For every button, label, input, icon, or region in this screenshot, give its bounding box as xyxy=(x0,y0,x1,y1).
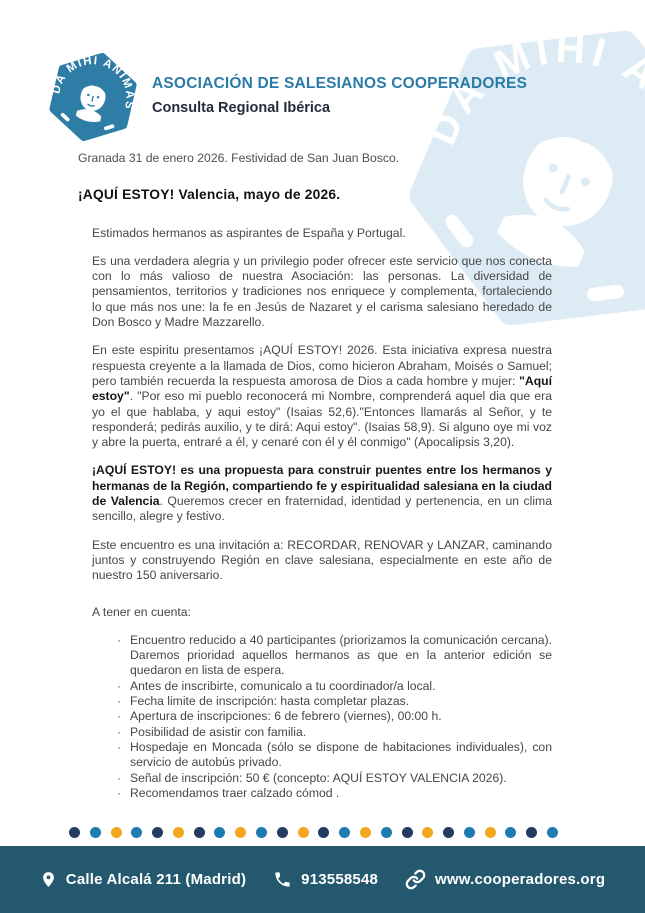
bullet-text: Fecha limite de inscripción: hasta completar plazas. xyxy=(130,694,410,709)
bullet-item xyxy=(92,694,552,709)
paragraph: Este encuentro es una invitación a: RECORDAR, RENOVAR y LANZAR, caminando juntos y construyendo Región en clave salesiana, especialmente en este año de nuestro 150 aniversario. xyxy=(92,537,552,583)
bullet-marker: · xyxy=(117,709,122,724)
bullet-marker: · xyxy=(117,724,122,739)
location-pin-icon xyxy=(40,869,57,890)
dotted-divider xyxy=(69,827,558,838)
bullet-marker: · xyxy=(117,785,122,800)
bullet-item xyxy=(92,771,552,786)
salutation: Estimados hermanos as aspirantes de España y Portugal. xyxy=(92,225,406,240)
footer-address-item xyxy=(40,869,246,890)
footer-address: Calle Alcalá 211 (Madrid) xyxy=(65,871,247,888)
divider-dot xyxy=(277,827,288,838)
divider-dot xyxy=(131,827,142,838)
divider-dot xyxy=(381,827,392,838)
paragraph: Es una verdadera alegria y un privilegio poder ofrecer este servicio que nos conecta con lo más valioso de nuestra Asociación: las personas. La diversidad de pensamientos, territorios y tradiciones nos enriquece y complementa, fortaleciendo lo que más nos une: la fe en Jesús de Nazaret y el carisma salesiano heredado de Don Bosco y Madre Mazzarello. xyxy=(92,253,552,330)
bullet-text: Antes de inscribirte, comunicalo a tu coordinador/a local. xyxy=(130,678,436,693)
bullet-marker: · xyxy=(117,694,122,709)
bullet-item xyxy=(92,786,552,801)
letter-heading: ¡AQUÍ ESTOY! Valencia, mayo de 2026. xyxy=(78,187,341,203)
bullet-marker: · xyxy=(117,770,122,785)
letterhead xyxy=(45,44,527,150)
bullet-item xyxy=(92,633,552,679)
letter-body xyxy=(78,151,552,801)
bullet-item xyxy=(92,740,552,771)
divider-dot xyxy=(360,827,371,838)
divider-dot xyxy=(152,827,163,838)
bullet-text: Señal de inscripción: 50 € (concepto: AQUÍ ESTOY VALENCIA 2026). xyxy=(130,770,507,785)
footer-phone: 913558548 xyxy=(301,871,379,888)
bullet-list xyxy=(92,633,552,801)
bullet-marker: · xyxy=(117,739,122,754)
letterhead-titles xyxy=(152,44,527,116)
divider-dot xyxy=(90,827,101,838)
footer-website: www.cooperadores.org xyxy=(435,871,606,888)
footer-phone-item xyxy=(273,870,378,889)
paragraphs xyxy=(92,254,552,584)
divider-dot xyxy=(235,827,246,838)
list-intro: A tener en cuenta: xyxy=(92,604,191,619)
divider-dot xyxy=(505,827,516,838)
divider-dot xyxy=(298,827,309,838)
divider-dot xyxy=(485,827,496,838)
association-logo-icon xyxy=(45,44,141,150)
divider-dot xyxy=(214,827,225,838)
bullet-text: Posibilidad de asistir con familia. xyxy=(130,724,307,739)
divider-dot xyxy=(443,827,454,838)
bullet-text: Encuentro reducido a 40 participantes (priorizamos la comunicación cercana). Daremos prioridad aquellos hermanos as que en la anterior edición se quedaron en lista de espera. xyxy=(130,632,552,678)
divider-dot xyxy=(111,827,122,838)
divider-dot xyxy=(526,827,537,838)
divider-dot xyxy=(69,827,80,838)
bullet-item xyxy=(92,725,552,740)
association-title: ASOCIACIÓN DE SALESIANOS COOPERADORES xyxy=(152,75,528,92)
bullet-marker: · xyxy=(117,678,122,693)
divider-dot xyxy=(194,827,205,838)
paragraph: ¡AQUÍ ESTOY! es una propuesta para construir puentes entre los hermanos y hermanas de la Región, compartiendo fe y espiritualidad salesiana en la ciudad de Valencia. Queremos crecer en fraternidad, identidad y pertenencia, en un clima sencillo, alegre y festivo. xyxy=(92,463,552,524)
divider-dot xyxy=(339,827,350,838)
divider-dot xyxy=(422,827,433,838)
bullet-item xyxy=(92,709,552,724)
bullet-marker: · xyxy=(117,632,122,647)
link-icon xyxy=(405,869,426,890)
divider-dot xyxy=(173,827,184,838)
bullet-text: Hospedaje en Moncada (sólo se dispone de habitaciones individuales), con servicio de autobús privado. xyxy=(130,739,552,770)
divider-dot xyxy=(256,827,267,838)
bullet-item xyxy=(92,679,552,694)
dateline: Granada 31 de enero 2026. Festividad de San Juan Bosco. xyxy=(78,151,400,165)
divider-dot xyxy=(402,827,413,838)
footer-website-item xyxy=(405,869,605,890)
bullet-text: Apertura de inscripciones: 6 de febrero (viernes), 00:00 h. xyxy=(130,709,442,724)
divider-dot xyxy=(318,827,329,838)
paragraph: En este espiritu presentamos ¡AQUÍ ESTOY! 2026. Esta iniciativa expresa nuestra respuesta creyente a la llamada de Dios, como hicieron Abraham, Moisés o Samuel; pero también recuerda la respuesta amorosa de Dios a cada hombre y mujer: "Aquí estoy". "Por eso mi pueblo reconocerá mi Nombre, comprenderá aquel dia que era yo el que hablaba, y aqui estoy" (Isaias 52,6)."Entonces llamarás al Señor, y te responderá; pedirás auxilio, y te dirá: Aqui estoy". (Isaias 58,9). Si alguno oye mi voz y abre la puerta, entraré a él, y cenaré con él y él conmigo" (Apocalipsis 3,20). xyxy=(92,343,552,450)
divider-dot xyxy=(547,827,558,838)
divider-dot xyxy=(464,827,475,838)
association-subtitle: Consulta Regional Ibérica xyxy=(152,100,331,116)
footer-bar xyxy=(0,846,645,913)
bullet-text: Recomendamos traer calzado cómod . xyxy=(130,785,340,800)
phone-icon xyxy=(273,870,292,889)
